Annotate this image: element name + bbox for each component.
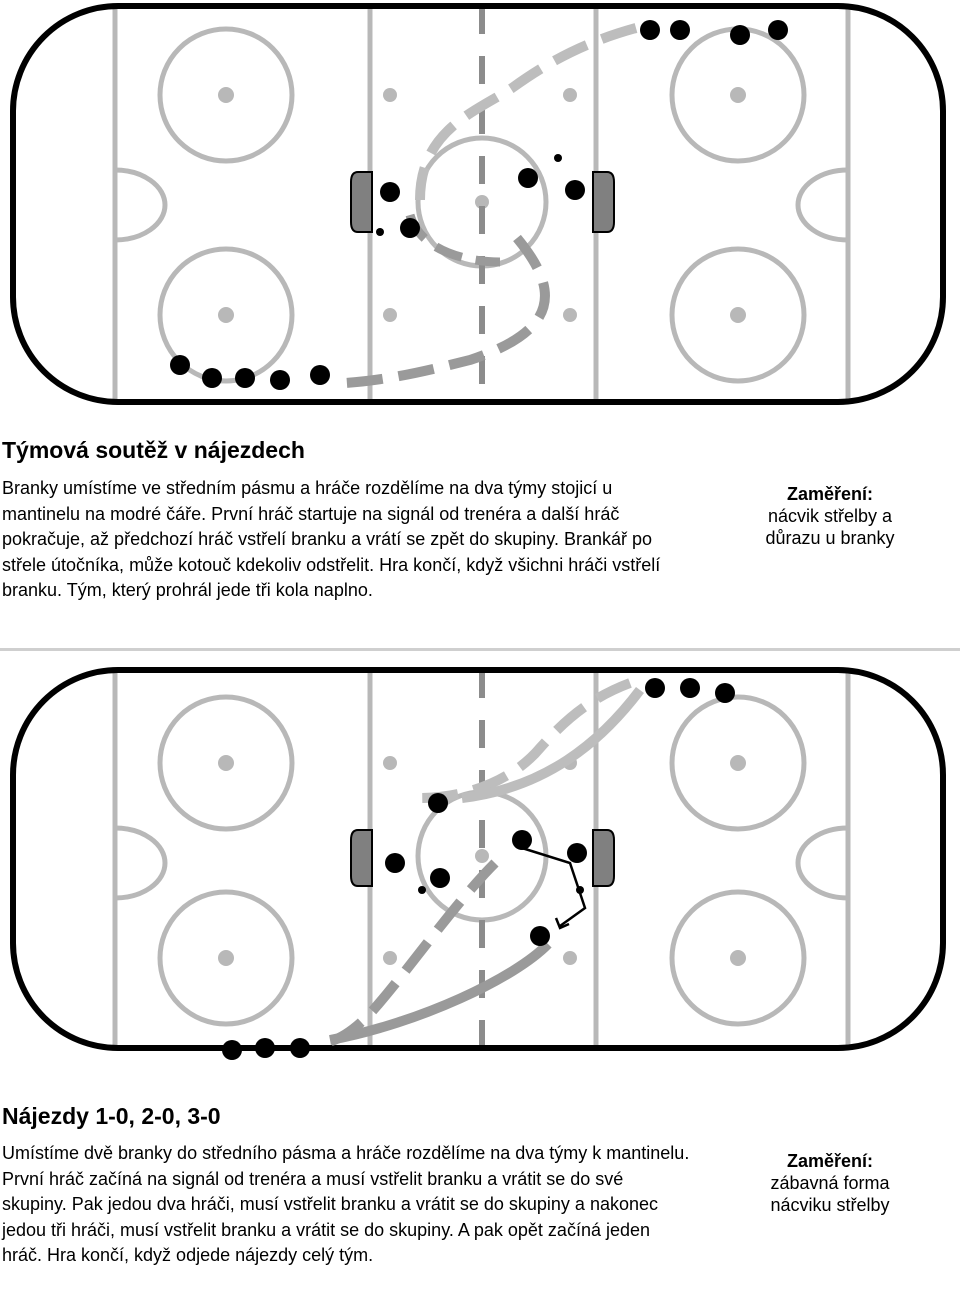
player-icon [565,180,585,200]
player-icon [512,830,532,850]
player-icon [715,683,735,703]
player-icon [428,793,448,813]
player-icon [640,20,660,40]
player-icon [768,20,788,40]
goal-icon [351,172,372,232]
goal-icon [593,172,614,232]
player-icon [730,25,750,45]
drill-title: Nájezdy 1-0, 2-0, 3-0 [2,1103,221,1129]
player-icon [680,678,700,698]
drill-focus [745,1150,915,1216]
player-icon [530,926,550,946]
player-group [222,678,735,1060]
player-icon [222,1040,242,1060]
player-icon [645,678,665,698]
drill-title: Týmová soutěž v nájezdech [2,437,305,463]
drill-focus [745,483,915,549]
player-icon [235,368,255,388]
goal-icon [593,830,614,886]
player-icon [310,365,330,385]
rink-diagram-1 [0,0,960,420]
player-icon [567,843,587,863]
drill-description: Branky umístíme ve středním pásmu a hráče rozdělíme na dva týmy stojicí u mantinelu na modré čáře. První hráč startuje na signál od trenéra a další hráč pokračuje, až předchozí hráč vstřelí branku a vrátí se zpět do skupiny. Brankář po střele útočníka, může kotouč kdekoliv odstřelit. Hra končí, když všichni hráči vstřelí branku. Tým, který prohrál jede tři kola naplno. [2,478,661,600]
rink-diagram-2 [0,648,960,1088]
goal-icon [351,830,372,886]
player-icon [430,868,450,888]
player-icon [255,1038,275,1058]
player-icon [290,1038,310,1058]
player-icon [518,168,538,188]
player-icon [670,20,690,40]
player-icon [385,853,405,873]
player-icon [380,182,400,202]
focus-text: nácvik střelby a důrazu u branky [765,506,895,548]
focus-label: Zaměření: [786,1151,874,1171]
player-icon [400,218,420,238]
drill-description: Umístíme dvě branky do středního pásma a hráče rozdělíme na dva týmy k mantinelu. První hráč začíná na signál od trenéra a musí vstřelit branku a vrátit se do své skupiny. Pak jedou dva hráči, musí vstřelit branku a vrátit se do skupiny a nakonec jedou tři hráči, musí vstřelit branku a vrátit se do skupiny. A pak opět začíná jeden hráč. Hra končí, když odjede nájezdy celý tým. [2,1143,690,1265]
focus-label: Zaměření: [786,484,874,504]
player-icon [202,368,222,388]
player-icon [170,355,190,375]
focus-text: zábavná forma nácviku střelby [770,1173,890,1215]
player-icon [270,370,290,390]
